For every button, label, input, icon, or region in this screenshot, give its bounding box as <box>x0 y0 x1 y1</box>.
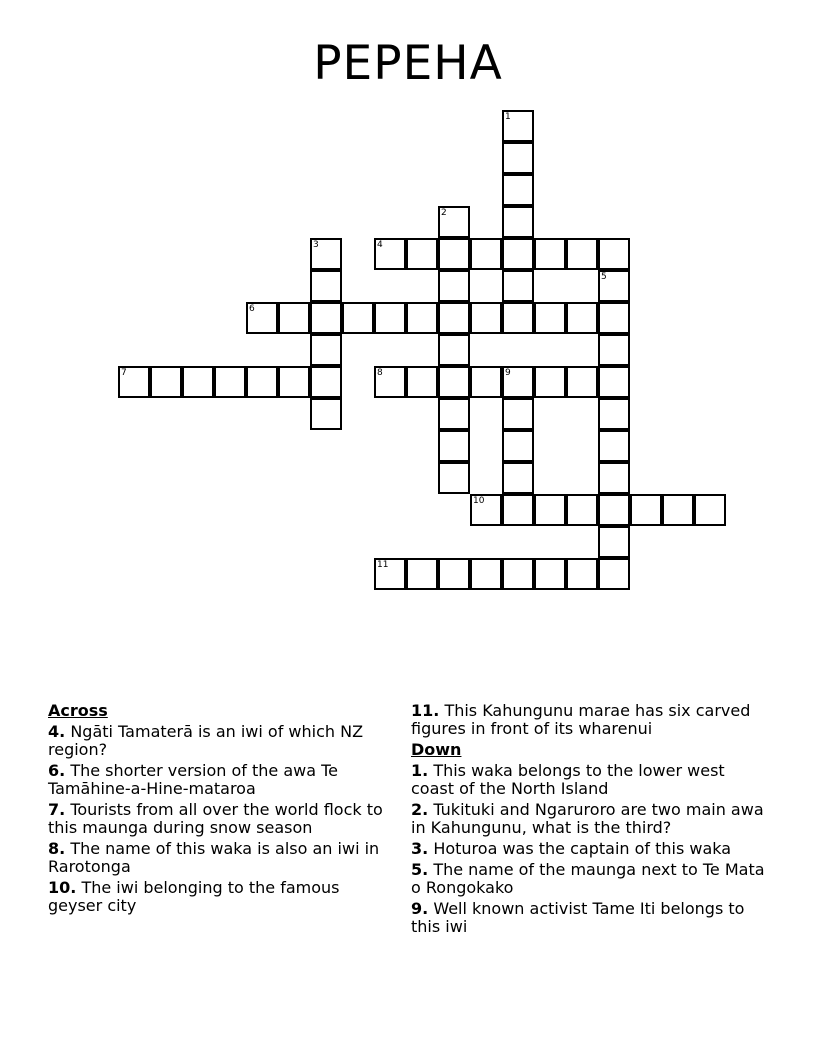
cell-number: 3 <box>313 240 319 250</box>
grid-cell[interactable] <box>534 302 566 334</box>
grid-cell[interactable] <box>598 558 630 590</box>
clue-text: Tukituki and Ngaruroro are two main awa in Kahungunu, what is the third? <box>411 800 764 837</box>
grid-cell[interactable] <box>502 302 534 334</box>
grid-cell[interactable] <box>502 270 534 302</box>
grid-cell[interactable] <box>374 302 406 334</box>
grid-cell[interactable] <box>278 302 310 334</box>
grid-cell[interactable] <box>214 366 246 398</box>
grid-cell[interactable] <box>150 366 182 398</box>
grid-cell[interactable] <box>598 430 630 462</box>
clue-number: 2. <box>411 800 429 819</box>
grid-cell[interactable] <box>470 366 502 398</box>
clue-across-8 <box>48 840 393 876</box>
clue-number: 7. <box>48 800 66 819</box>
grid-cell[interactable] <box>502 462 534 494</box>
grid-cell[interactable] <box>566 238 598 270</box>
clue-number: 11. <box>411 701 440 720</box>
grid-cell[interactable] <box>374 366 406 398</box>
cell-number: 7 <box>121 368 127 378</box>
clue-text: Hoturoa was the captain of this waka <box>433 839 732 858</box>
grid-cell[interactable] <box>534 558 566 590</box>
grid-cell[interactable] <box>438 366 470 398</box>
grid-cell[interactable] <box>470 302 502 334</box>
clue-number: 9. <box>411 899 429 918</box>
grid-cell[interactable] <box>406 558 438 590</box>
grid-cell[interactable] <box>534 238 566 270</box>
clues-left-column <box>48 702 393 918</box>
grid-cell[interactable] <box>502 558 534 590</box>
grid-cell[interactable] <box>374 238 406 270</box>
clue-down-1 <box>411 762 771 798</box>
grid-cell[interactable] <box>502 398 534 430</box>
clue-down-9 <box>411 900 771 936</box>
grid-cell[interactable] <box>598 238 630 270</box>
grid-cell[interactable] <box>566 494 598 526</box>
grid-cell[interactable] <box>502 110 534 142</box>
grid-cell[interactable] <box>342 302 374 334</box>
grid-cell[interactable] <box>566 366 598 398</box>
cell-number: 8 <box>377 368 383 378</box>
clue-across-11 <box>411 702 771 738</box>
grid-cell[interactable] <box>502 238 534 270</box>
clue-text: The shorter version of the awa Te Tamāhine-a-Hine-mataroa <box>48 761 338 798</box>
grid-cell[interactable] <box>534 366 566 398</box>
grid-cell[interactable] <box>694 494 726 526</box>
grid-cell[interactable] <box>662 494 694 526</box>
grid-cell[interactable] <box>598 526 630 558</box>
clue-number: 5. <box>411 860 429 879</box>
cell-number: 1 <box>505 112 511 122</box>
clue-across-4 <box>48 723 393 759</box>
clue-text: The name of this waka is also an iwi in Rarotonga <box>48 839 380 876</box>
grid-cell[interactable] <box>598 334 630 366</box>
grid-cell[interactable] <box>566 558 598 590</box>
clue-down-3 <box>411 840 771 858</box>
clue-text: This waka belongs to the lower west coast of the North Island <box>411 761 725 798</box>
grid-cell[interactable] <box>278 366 310 398</box>
clue-text: Well known activist Tame Iti belongs to this iwi <box>411 899 745 936</box>
grid-cell[interactable] <box>438 334 470 366</box>
grid-cell[interactable] <box>438 558 470 590</box>
grid-cell[interactable] <box>502 494 534 526</box>
clue-text: This Kahungunu marae has six carved figures in front of its wharenui <box>411 701 751 738</box>
grid-cell[interactable] <box>310 334 342 366</box>
across-heading: Across <box>48 701 108 720</box>
grid-cell[interactable] <box>118 366 150 398</box>
cell-number: 9 <box>505 368 511 378</box>
cell-number: 6 <box>249 304 255 314</box>
clue-number: 8. <box>48 839 66 858</box>
grid-cell[interactable] <box>598 494 630 526</box>
grid-cell[interactable] <box>598 366 630 398</box>
grid-cell[interactable] <box>406 238 438 270</box>
grid-cell[interactable] <box>502 366 534 398</box>
grid-cell[interactable] <box>438 430 470 462</box>
grid-cell[interactable] <box>310 302 342 334</box>
grid-cell[interactable] <box>438 398 470 430</box>
grid-cell[interactable] <box>438 302 470 334</box>
clue-down-2 <box>411 801 771 837</box>
down-heading: Down <box>411 740 462 759</box>
grid-cell[interactable] <box>182 366 214 398</box>
grid-cell[interactable] <box>502 174 534 206</box>
cell-number: 4 <box>377 240 383 250</box>
grid-cell[interactable] <box>310 398 342 430</box>
clue-number: 3. <box>411 839 429 858</box>
grid-cell[interactable] <box>630 494 662 526</box>
grid-cell[interactable] <box>246 302 278 334</box>
grid-cell[interactable] <box>438 462 470 494</box>
grid-cell[interactable] <box>438 270 470 302</box>
cell-number: 2 <box>441 208 447 218</box>
grid-cell[interactable] <box>470 558 502 590</box>
clue-text: The iwi belonging to the famous geyser city <box>48 878 340 915</box>
grid-cell[interactable] <box>598 398 630 430</box>
cell-number: 5 <box>601 272 607 282</box>
grid-cell[interactable] <box>534 494 566 526</box>
grid-cell[interactable] <box>470 494 502 526</box>
grid-cell[interactable] <box>470 238 502 270</box>
grid-cell[interactable] <box>246 366 278 398</box>
grid-cell[interactable] <box>438 206 470 238</box>
clue-down-5 <box>411 861 771 897</box>
grid-cell[interactable] <box>598 270 630 302</box>
clue-number: 4. <box>48 722 66 741</box>
grid-cell[interactable] <box>502 142 534 174</box>
clue-across-10 <box>48 879 393 915</box>
grid-cell[interactable] <box>566 302 598 334</box>
clue-text: The name of the maunga next to Te Mata o Rongokako <box>411 860 765 897</box>
grid-cell[interactable] <box>502 430 534 462</box>
grid-cell[interactable] <box>438 238 470 270</box>
grid-cell[interactable] <box>598 302 630 334</box>
grid-cell[interactable] <box>310 238 342 270</box>
page-title: PEPEHA <box>313 36 503 91</box>
clue-text: Tourists from all over the world flock to this maunga during snow season <box>48 800 383 837</box>
clues-right-column <box>411 702 771 939</box>
clue-number: 6. <box>48 761 66 780</box>
cell-number: 10 <box>473 496 485 506</box>
grid-cell[interactable] <box>406 302 438 334</box>
cell-number: 11 <box>377 560 389 570</box>
clue-text: Ngāti Tamaterā is an iwi of which NZ region? <box>48 722 364 759</box>
grid-cell[interactable] <box>310 270 342 302</box>
grid-cell[interactable] <box>502 206 534 238</box>
grid-cell[interactable] <box>374 558 406 590</box>
clue-number: 10. <box>48 878 77 897</box>
grid-cell[interactable] <box>598 462 630 494</box>
grid-cell[interactable] <box>310 366 342 398</box>
clue-across-7 <box>48 801 393 837</box>
grid-cell[interactable] <box>406 366 438 398</box>
clue-across-6 <box>48 762 393 798</box>
clue-number: 1. <box>411 761 429 780</box>
